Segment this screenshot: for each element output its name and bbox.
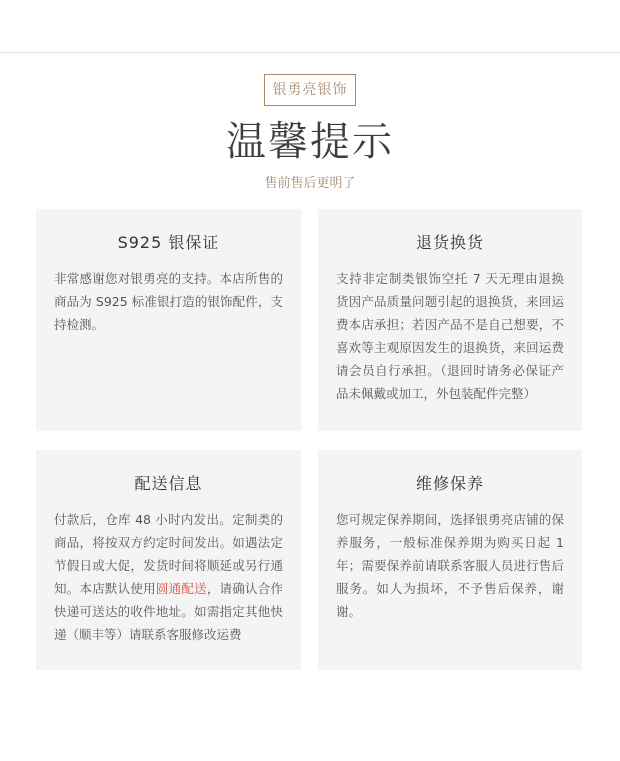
card-text: 非常感谢您对银勇亮的支持。本店所售的商品为 S925 标准银打造的银饰配件，支持检测。 <box>54 271 283 332</box>
card-text <box>54 508 283 646</box>
card-text-part: ，请确认合作快递可送达的收件地址。如需指定其他快递（顺丰等）请联系客服修改运费 <box>54 581 283 642</box>
card-text-part: 付款后，仓库 48 小时内发出。定制类的商品，将按双方约定时间发出。如遇法定节假日或大促，发货时间将顺延或另行通知。本店默认使用 <box>54 512 283 596</box>
card-repair-maintenance <box>318 450 582 670</box>
page-subtitle: 售前售后更明了 <box>264 176 356 191</box>
card-text: 您可规定保养期间，选择银勇亮店铺的保养服务，一般标准保养期为购买日起 1 年；需要保养前请联系客服人员进行售后服务。如人为损坏，不予售后保养，谢谢。 <box>336 512 564 619</box>
top-divider <box>0 52 620 53</box>
card-silver-guarantee <box>36 209 301 431</box>
card-returns-exchanges <box>318 209 582 431</box>
courier-highlight: 圆通配送 <box>155 581 207 596</box>
card-shipping-info <box>36 450 301 670</box>
brand-label: 银勇亮银饰 <box>264 74 356 106</box>
card-title: S925 银保证 <box>117 233 220 252</box>
card-title: 退货换货 <box>415 233 484 252</box>
card-text: 支持非定制类银饰空托 7 天无理由退换货因产品质量问题引起的退换货，来回运费本店承担；若因产品不是自己想要，不喜欢等主观原因发生的退换货，来回运费请会员自行承担。（退回时请务必保证产品未佩戴或加工，外包装配件完整） <box>336 271 564 401</box>
card-title: 配送信息 <box>134 474 203 493</box>
card-title: 维修保养 <box>415 474 484 493</box>
page-title: 温馨提示 <box>226 119 394 165</box>
